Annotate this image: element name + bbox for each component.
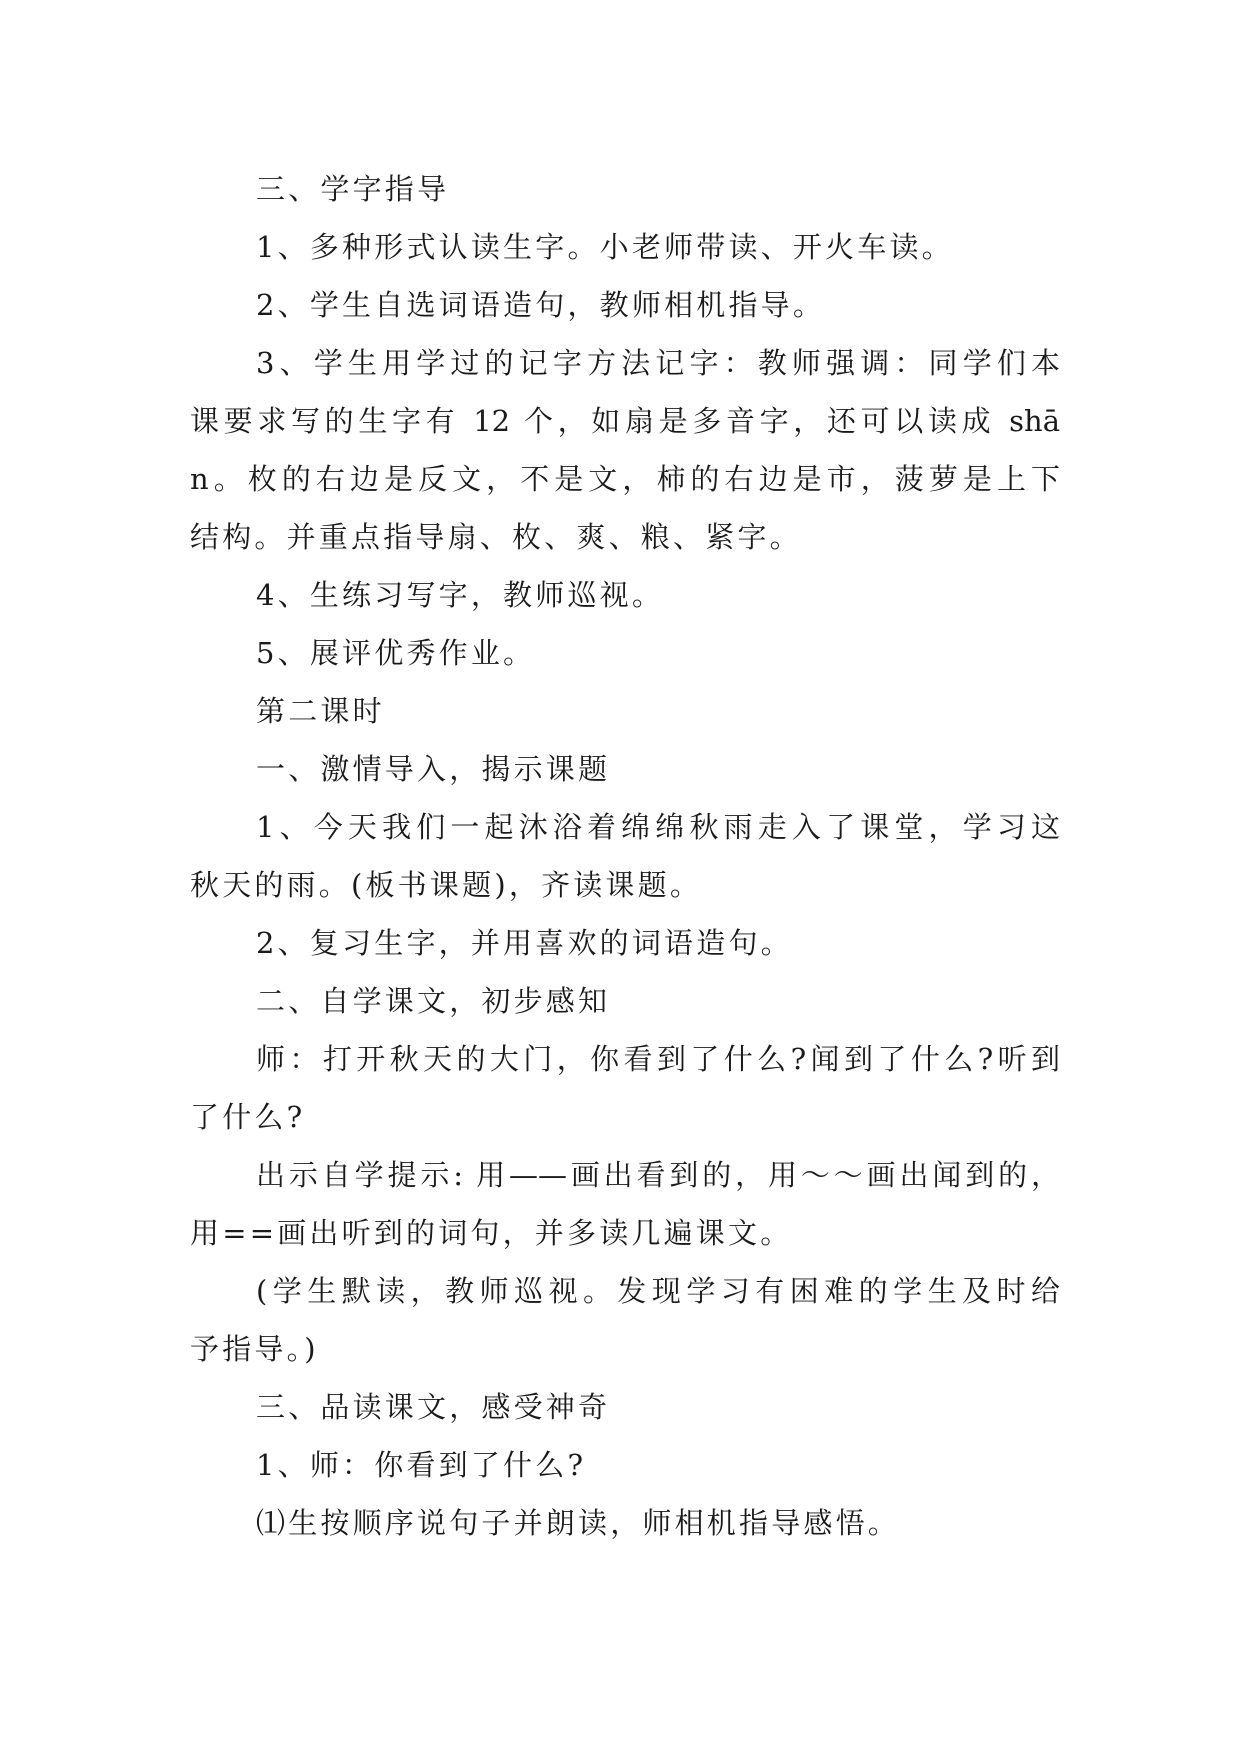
paragraph-line: ⑴生按顺序说句子并朗读，师相机指导感悟。 xyxy=(256,1506,901,1540)
paragraph-line: 结构。并重点指导扇、枚、爽、粮、紧字。 xyxy=(190,520,802,554)
paragraph-line: 1、多种形式认读生字。小老师带读、开火车读。 xyxy=(256,230,954,264)
paragraph-line: 用==画出听到的词句，并多读几遍课文。 xyxy=(190,1216,793,1250)
section-heading: 二、自学课文，初步感知 xyxy=(256,984,611,1018)
paragraph-line: 师：打开秋天的大门，你看到了什么?闻到了什么?听到 xyxy=(256,1042,1060,1076)
paragraph-line: 1、今天我们一起沐浴着绵绵秋雨走入了课堂，学习这 xyxy=(256,810,1060,844)
paragraph-line: n。枚的右边是反文，不是文，柿的右边是市，菠萝是上下 xyxy=(190,462,1060,496)
body-text xyxy=(190,160,1060,1552)
paragraph-line: 3、学生用学过的记字方法记字：教师强调：同学们本 xyxy=(256,346,1060,380)
section-heading: 一、激情导入，揭示课题 xyxy=(256,752,611,786)
section-heading: 三、学字指导 xyxy=(256,172,450,206)
paragraph-line: 2、学生自选词语造句，教师相机指导。 xyxy=(256,288,826,322)
paragraph-line: 秋天的雨。(板书课题)，齐读课题。 xyxy=(190,868,703,902)
paragraph-line: 了什么? xyxy=(190,1100,306,1134)
paragraph-line: 出示自学提示: 用——画出看到的，用～～画出闻到的， xyxy=(256,1158,1060,1192)
paragraph-line: 5、展评优秀作业。 xyxy=(256,636,536,670)
paragraph-line: 课要求写的生字有 12 个，如扇是多音字，还可以读成 shā xyxy=(190,404,1060,438)
section-heading: 三、品读课文，感受神奇 xyxy=(256,1390,611,1424)
paragraph-line: 1、师：你看到了什么? xyxy=(256,1448,587,1482)
lesson-heading: 第二课时 xyxy=(256,694,385,728)
paragraph-line: (学生默读，教师巡视。发现学习有困难的学生及时给 xyxy=(256,1274,1060,1308)
paragraph-line: 4、生练习写字，教师巡视。 xyxy=(256,578,665,612)
paragraph-line: 2、复习生字，并用喜欢的词语造句。 xyxy=(256,926,793,960)
paragraph-line: 予指导。) xyxy=(190,1332,319,1366)
